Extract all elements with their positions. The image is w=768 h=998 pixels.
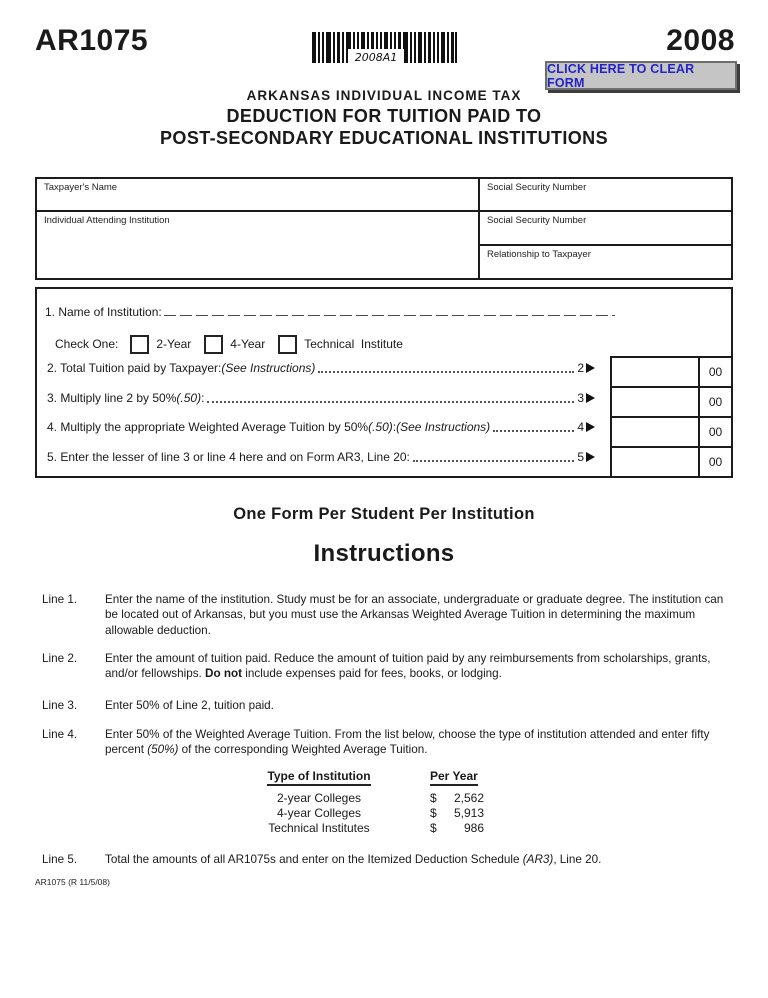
relationship-label: Relationship to Taxpayer [487,249,591,260]
amount-value: 2,562 [453,791,484,805]
line2-text: 2. Total Tuition paid by Taxpayer: [47,361,222,375]
per-year-header-text: Per Year [430,769,478,786]
instruction-line-5-post: , Line 20. [553,853,602,866]
line4-number: 4 [577,420,584,434]
line4-italic: (.50) [368,420,393,434]
instruction-line-2-post: include expenses paid for fees, books, or lodging. [242,667,502,681]
line1-row [45,303,615,319]
line2-cents: 00 [698,358,731,386]
line5-text: 5. Enter the lesser of line 3 or line 4 here and on Form AR3, Line 20: [47,450,410,464]
tax-year: 2008 [666,24,735,57]
instruction-line-2-text [105,651,736,682]
instruction-line-5-italic: (AR3) [522,853,554,866]
instruction-line-4-text [105,727,736,758]
instructions-heading: Instructions [313,540,455,567]
line3-text: 3. Multiply line 2 by 50% [47,391,177,405]
instruction-line-3-text: Enter 50% of Line 2, tuition paid. [105,699,274,712]
line2-amount-input[interactable] [612,358,698,386]
instruction-line-4-post: of the corresponding Weighted Average Tuition. [178,743,428,757]
form-line-3 [47,383,595,413]
clear-form-button[interactable]: CLICK HERE TO CLEAR FORM [545,61,737,90]
form-line-5 [47,442,595,472]
taxpayer-ssn-label: Social Security Number [487,182,587,193]
instruction-line-3-label: Line 3. [42,699,78,712]
line5-number: 5 [577,450,584,464]
deduction-lines-box [35,287,733,478]
line2-number: 2 [577,361,584,375]
tuition-row-type: Technical Institutes [268,821,370,835]
line4-amount-input[interactable] [612,418,698,446]
individual-ssn-label: Social Security Number [487,215,587,226]
taxpayer-name-label: Taxpayer's Name [44,182,118,193]
instruction-line-5-pre: Total the amounts of all AR1075s and enter on the Itemized Deduction Schedule [105,853,523,866]
relationship-field[interactable] [480,246,731,278]
tuition-row-amount [430,791,484,806]
option-4-year-label: 4-Year [230,337,266,351]
instruction-line-1-label: Line 1. [42,593,78,606]
form-subtitle: ARKANSAS INDIVIDUAL INCOME TAX [246,88,522,103]
tuition-row-amount [430,806,484,821]
one-form-notice: One Form Per Student Per Institution [233,505,535,523]
type-of-institution-header [258,769,380,786]
line4-cents: 00 [698,418,731,446]
line3-italic: (.50) [176,391,202,405]
option-2-year-label: 2-Year [156,337,192,351]
line5-amount-row [612,446,731,476]
line5-amount-input[interactable] [612,448,698,476]
amount-value: 5,913 [453,806,484,820]
individual-ssn-field[interactable] [480,212,731,246]
instruction-line-5-label: Line 5. [42,853,78,866]
barcode-text: 2008A1 [354,51,398,63]
line4-text: 4. Multiply the appropriate Weighted Average Tuition by 50% [47,420,369,434]
per-year-header [430,769,484,786]
line5-cents: 00 [698,448,731,476]
option-technical-institute-label: Technical Institute [304,337,403,351]
tuition-row-type: 2-year Colleges [276,791,362,805]
currency-symbol: $ [430,791,437,805]
line3-dot-leader [207,401,574,403]
option-2-year [130,335,191,354]
instruction-line-2-pre: Enter the amount of tuition paid. Reduce the amount of tuition paid by any reimbursements from scholarships, grants, and/or fellowships. [105,652,711,681]
tuition-row-type: 4-year Colleges [276,806,362,820]
type-of-institution-header-text: Type of Institution [267,769,370,786]
form-title-line1: DEDUCTION FOR TUITION PAID TO [226,106,542,126]
currency-symbol: $ [430,821,437,835]
line2-dot-leader [318,371,574,373]
line3-amount-row [612,386,731,416]
line3-amount-input[interactable] [612,388,698,416]
amount-entry-table [610,356,733,478]
line4-dot-leader [493,430,574,432]
instruction-line-4 [42,727,736,758]
line3-text-post: : [201,391,205,405]
option-4-year [204,335,265,354]
tuition-row-amount [430,821,484,836]
form-number: AR1075 [35,24,149,57]
form-revision-note: AR1075 (R 11/5/08) [35,877,110,887]
instruction-line-2 [42,651,736,682]
line2-amount-row [612,358,731,386]
line4-italic2: (See Instructions) [396,420,491,434]
form-title-line2: POST-SECONDARY EDUCATIONAL INSTITUTIONS [160,128,608,148]
check-one-row [55,333,416,355]
individual-attending-label: Individual Attending Institution [44,215,170,226]
line4-arrow-icon [586,422,595,432]
instruction-line-2-bold: Do not [205,667,243,681]
institution-name-input[interactable] [164,303,615,316]
line4-text-mid: : [392,420,397,434]
checkbox-4-year[interactable] [204,335,223,354]
instruction-line-2-label: Line 2. [42,652,78,665]
weighted-average-tuition-table [258,769,484,836]
line2-arrow-icon [586,363,595,373]
barcode [312,32,457,63]
amount-value: 986 [463,821,484,835]
instruction-line-3 [42,698,736,713]
line5-dot-leader [413,460,574,462]
instruction-line-5 [42,852,736,867]
checkbox-2-year[interactable] [130,335,149,354]
taxpayer-name-field[interactable] [37,179,480,212]
instruction-line-4-italic: (50%) [147,743,179,757]
line3-arrow-icon [586,393,595,403]
instruction-line-1-text: Enter the name of the institution. Study must be for an associate, undergraduate or graduate degree. The institution can be located out of Arkansas, but you must use the Arkansas Weighted Average Tuition in determining the maximum allowable deduction. [105,593,724,637]
line5-arrow-icon [586,452,595,462]
form-line-4 [47,412,595,442]
instruction-line-4-pre: Enter 50% of the Weighted Average Tuition. From the list below, choose the type of institution attended and enter fifty percent [105,728,710,757]
line1-label: 1. Name of Institution: [45,305,162,319]
taxpayer-info-table [35,177,733,280]
currency-symbol: $ [430,806,437,820]
line3-cents: 00 [698,388,731,416]
line4-amount-row [612,416,731,446]
option-technical-institute [278,335,403,354]
checkbox-technical-institute[interactable] [278,335,297,354]
form-line-2 [47,353,595,383]
instruction-line-1 [42,592,736,638]
instruction-line-4-label: Line 4. [42,728,78,741]
check-one-label: Check One: [55,337,119,351]
taxpayer-ssn-field[interactable] [480,179,731,212]
line2-italic: (See Instructions) [221,361,316,375]
individual-attending-field[interactable] [37,212,480,278]
instruction-line-5-text [105,852,736,867]
line3-number: 3 [577,391,584,405]
